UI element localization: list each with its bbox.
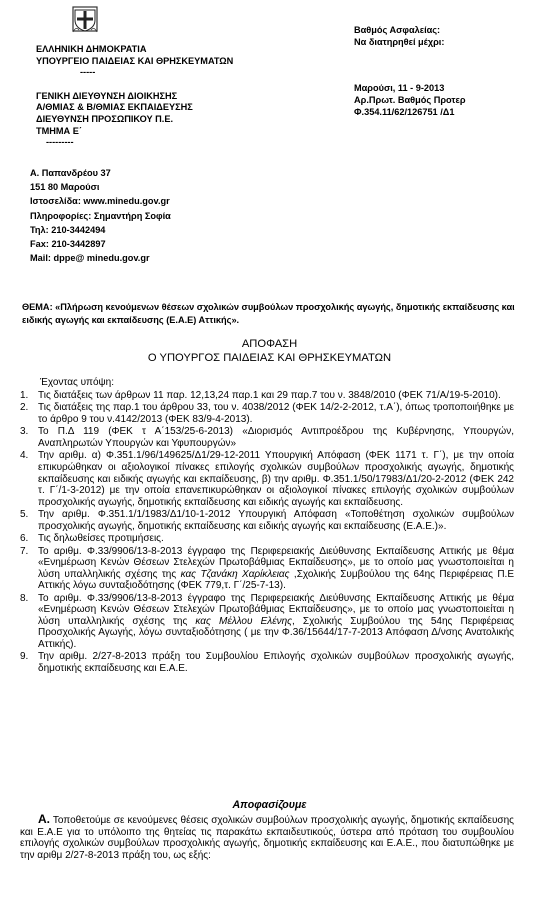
list-item: 9. Την αριθμ. 2/27-8-2013 πράξη του Συμβουλίου Επιλογής σχολικών συμβούλων προσχολικής αγωγής, δημοτικής εκπαίδευσης και Ε.Α.Ε. <box>20 651 514 675</box>
list-item: 3. Το Π.Δ 119 (ΦΕΚ τ Α΄153/25-6-2013) «Διορισμός Αντιπροέδρου της Κυβέρνησης, Υπουργών, Αναπληρωτών Υπουργών και Υφυπουργών» <box>20 426 514 449</box>
address: Α. Παπανδρέου 37 <box>30 168 111 178</box>
protocol-number: Φ.354.11/62/126751 /Δ1 <box>354 107 455 117</box>
ministry-name: ΥΠΟΥΡΓΕΙΟ ΠΑΙΔΕΙΑΣ ΚΑΙ ΘΡΗΣΚΕΥΜΑΤΩΝ <box>36 55 234 66</box>
republic-name: ΕΛΛΗΝΙΚΗ ΔΗΜΟΚΡΑΤΙΑ <box>36 44 147 54</box>
list-item: 7. Το αριθμ. Φ.33/9906/13-8-2013 έγγραφο της Περιφερειακής Διεύθυνσης Εκπαίδευσης Αττικής με θέμα «Ενημέρωση Κενών Θέσεων Στελεχών Πρωτοβάθμιας Εκπαίδευσης», με το οποίο μας γνωστοποιείται η λύση υπαλληλικής σχέσης της κας Τζανάκη Χαρίκλειας ,Σχολικής Συμβούλου της 64ης Περιφέρειας Π.Ε Αττικής λόγω συνταξιοδότησης (ΦΕΚ 779,τ. Γ΄/25-7-13). <box>20 545 514 592</box>
list-item: 8. Το αριθμ. Φ.33/9906/13-8-2013 έγγραφο της Περιφερειακής Διεύθυνσης Εκπαίδευσης Αττικής με θέμα «Ενημέρωση Κενών Θέσεων Στελεχών Πρωτοβάθμιας Εκπαίδευσης», με το οποίο μας γνωστοποιείται η λύση υπαλληλικής σχέσης της κας Μέλλου Ελένης, Σχολικής Συμβούλου της 54ης Περιφέρειας Προσχολικής Αγωγής, λόγω συνταξιοδότησης ( με την Φ.36/15644/17-7-2013 Απόφαση Δ/νσης Ανατολικής Αττικής). <box>20 592 514 651</box>
document-date: Μαρούσι, 11 - 9-2013 <box>354 83 445 93</box>
website: Ιστοσελίδα: www.minedu.gov.gr <box>30 196 170 207</box>
list-item: 4. Την αριθμ. α) Φ.351.1/96/149625/Δ1/29-12-2011 Υπουργική Απόφαση (ΦΕΚ 1171 τ. Γ΄), με την οποία επικυρώθηκαν οι αξιολογικοί πίνακες επιλογής σχολικών συμβούλων προσχολικής αγωγής, δημοτικής εκπαίδευσης και ειδικής αγωγής και εκπαίδευσης, β) την αριθμ. Φ.351.1/50/17983/Δ1/20-2-2012 (ΦΕΚ 242 τ. Γ΄/1-3-2012) με την οποία επανεπικυρώθηκαν οι αξιολογικοί πίνακες επιλογής σχολικών συμβούλων προσχολικής αγωγής, δημοτικής εκπαίδευσης και ειδικής αγωγής και εκπαίδευσης. <box>20 450 514 508</box>
greek-emblem-icon <box>72 6 98 34</box>
person-name: κας Μέλλου Ελένης <box>195 615 293 627</box>
decide-heading: Αποφασίζουμε <box>232 799 307 811</box>
contact-block <box>30 166 171 265</box>
info-contact: Πληροφορίες: Σημαντήρη Σοφία <box>30 210 171 221</box>
protocol-label: Αρ.Πρωτ. Βαθμός Προτερ <box>354 95 466 105</box>
department-name: ΤΜΗΜΑ Ε΄ <box>36 125 82 136</box>
decision-heading <box>0 338 539 365</box>
phone: Τηλ: 210-3442494 <box>30 224 106 235</box>
directorate-personnel: ΔΙΕΥΘΥΝΣΗ ΠΡΟΣΩΠΙΚΟΥ Π.Ε. <box>36 113 174 124</box>
paragraph-text: Τοποθετούμε σε κενούμενες θέσεις σχολικών συμβούλων προσχολικής αγωγής, δημοτικής εκπαίδευσης και Ε.Α.Ε για το υπόλοιπο της θητείας τις παρακάτω εκπαιδευτικούς, ύστερα από πρόταση του συμβουλίου επιλογής σχολικών συμβούλων προσχολικής αγωγής, δημοτικής εκπαίδευσης και Ε.Α.Ε., που διατυπώθηκε με την αριθμ 2/27-8-2013 πράξη του, ως εξής: <box>20 815 514 861</box>
having-regard: Έχοντας υπόψη: <box>40 377 114 388</box>
decision-title: ΑΠΟΦΑΣΗ <box>241 338 298 350</box>
security-level: Βαθμός Ασφαλείας: <box>354 25 441 35</box>
separator-dashes: ----- <box>80 67 96 78</box>
fax: Fax: 210-3442897 <box>30 239 106 250</box>
minister-title: Ο ΥΠΟΥΡΓΟΣ ΠΑΙΔΕΙΑΣ ΚΑΙ ΘΡΗΣΚΕΥΜΑΤΩΝ <box>147 351 392 364</box>
list-item: 5. Την αριθμ. Φ.351.1/1/1983/Δ1/10-1-2012 Υπουργική Απόφαση «Τοποθέτηση σχολικών συμβούλων προσχολικής αγωγής, δημοτικής εκπαίδευσης και ειδικής αγωγής και εκπαίδευσης (Ε.Α.Ε.)». <box>20 509 514 532</box>
separator-dashes-2: --------- <box>46 137 74 148</box>
retention-period: Να διατηρηθεί μέχρι: <box>354 37 445 47</box>
list-item: 2. Τις διατάξεις της παρ.1 του άρθρου 33, του ν. 4038/2012 (ΦΕΚ 14/2-2-2012, τ.Α΄), όπως τροποποιήθηκε με το άρθρο 9 του ν.4142/2013 (ΦΕΚ 83/9-4-2013). <box>20 402 514 425</box>
directorate-general: ΓΕΝΙΚΗ ΔΙΕΥΘΥΝΣΗ ΔΙΟΙΚΗΣΗΣ <box>36 90 178 101</box>
considerations-list <box>20 390 514 675</box>
subject-line: ΘΕΜΑ: «Πλήρωση κενούμενων θέσεων σχολικών συμβούλων προσχολικής αγωγής, δημοτικής εκπαίδευσης και ειδικής αγωγής και εκπαίδευσης (Ε.Α.Ε) Αττικής». <box>22 302 515 325</box>
document-meta <box>354 24 466 118</box>
list-item: 6. Τις δηλωθείσες προτιμήσεις. <box>20 533 164 545</box>
person-name: κας Τζανάκη Χαρίκλειας <box>180 568 290 580</box>
postal-code: 151 80 Μαρούσι <box>30 182 100 193</box>
list-item: 1. Τις διατάξεις των άρθρων 11 παρ. 12,13,24 παρ.1 και 29 παρ.7 του ν. 3848/2010 (ΦΕΚ 71/Α/19-5-2010). <box>20 390 501 401</box>
email: Mail: dppe@ minedu.gov.gr <box>30 253 150 264</box>
paragraph-letter: Α. <box>38 812 50 826</box>
decision-paragraph <box>20 814 514 861</box>
issuer-block <box>36 44 233 149</box>
directorate-level: Α/ΘΜΙΑΣ & Β/ΘΜΙΑΣ ΕΚΠΑΙΔΕΥΣΗΣ <box>36 102 193 113</box>
